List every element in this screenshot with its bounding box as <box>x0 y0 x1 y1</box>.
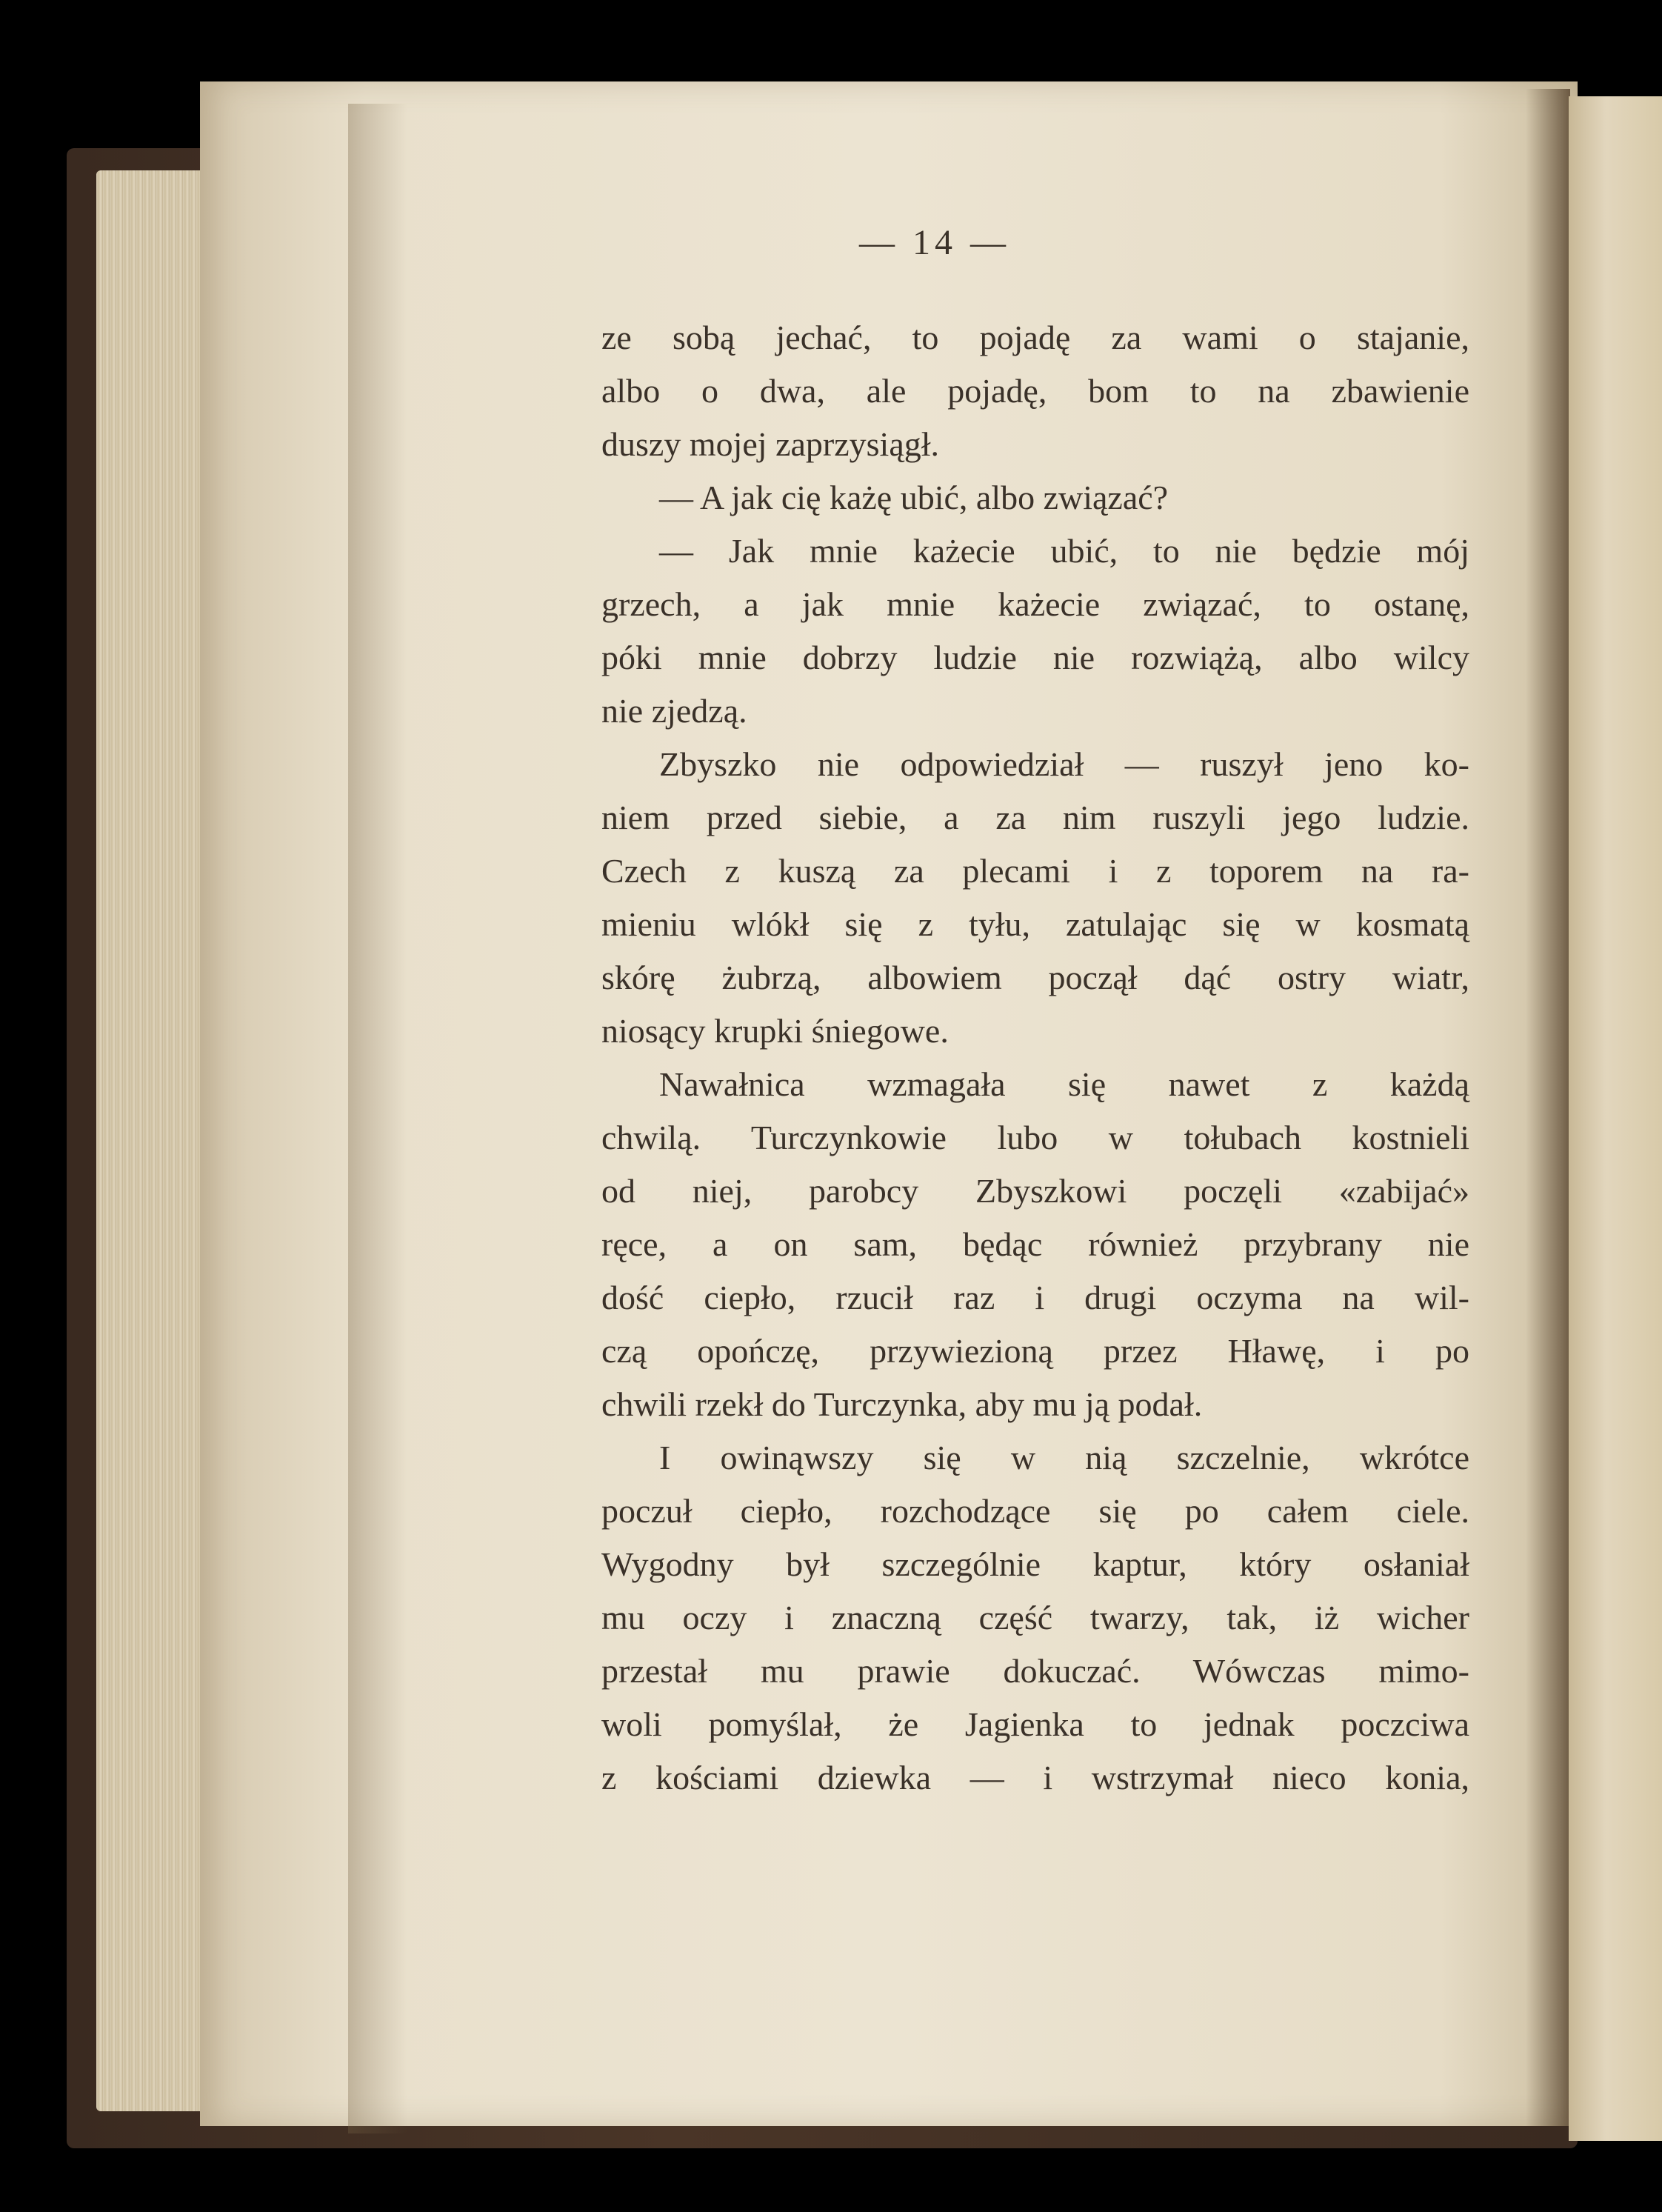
text-line: Czech z kuszą za plecami i z toporem na ra- <box>601 852 1469 890</box>
text-line: skórę żubrzą, albowiem począł dąć ostry wiatr, <box>601 959 1469 996</box>
text-line: duszy mojej zaprzysiągł. <box>601 425 940 463</box>
text-line: — A jak cię każę ubić, albo związać? <box>659 479 1169 516</box>
text-line: ręce, a on sam, będąc również przybrany nie <box>601 1225 1469 1263</box>
page-number-text: — 14 — <box>859 223 1010 262</box>
text-line: poczuł ciepło, rozchodzące się po całem ciele. <box>601 1492 1469 1530</box>
page-edge-shadow <box>348 104 407 2133</box>
text-line: nie zjedzą. <box>601 692 747 730</box>
body-text <box>601 311 1469 1805</box>
book-gutter <box>1526 89 1570 2126</box>
text-line: chwili rzekł do Turczynka, aby mu ją podał. <box>601 1385 1203 1423</box>
text-line: Nawałnica wzmagała się nawet z każdą <box>659 1065 1469 1103</box>
text-line: albo o dwa, ale pojadę, bom to na zbawienie <box>601 372 1469 410</box>
text-line: niosący krupki śniegowe. <box>601 1012 949 1050</box>
text-line: mieniu wlókł się z tyłu, zatulając się w kosmatą <box>601 905 1469 943</box>
text-line: Zbyszko nie odpowiedział — ruszył jeno ko- <box>659 745 1469 783</box>
text-line: dość ciepło, rzucił raz i drugi oczyma na wil- <box>601 1279 1469 1316</box>
text-line: mu oczy i znaczną część twarzy, tak, iż wicher <box>601 1599 1469 1636</box>
text-line: od niej, parobcy Zbyszkowi poczęli «zabijać» <box>601 1172 1469 1210</box>
text-line: póki mnie dobrzy ludzie nie rozwiążą, albo wilcy <box>601 639 1469 676</box>
text-line: niem przed siebie, a za nim ruszyli jego ludzie. <box>601 799 1469 836</box>
text-line: chwilą. Turczynkowie lubo w tołubach kostnieli <box>601 1119 1469 1156</box>
text-line: woli pomyślał, że Jagienka to jednak poczciwa <box>601 1705 1469 1743</box>
text-line: z kościami dziewka — i wstrzymał nieco konia, <box>601 1759 1469 1796</box>
facing-page-sliver <box>1569 96 1662 2141</box>
text-line: grzech, a jak mnie każecie związać, to ostanę, <box>601 585 1469 623</box>
text-line: przestał mu prawie dokuczać. Wówczas mimo- <box>601 1652 1469 1690</box>
page-number <box>104 222 1662 263</box>
text-line: czą opończę, przywiezioną przez Hławę, i po <box>601 1332 1469 1370</box>
text-line: I owinąwszy się w nią szczelnie, wkrótce <box>659 1439 1469 1476</box>
text-line: ze sobą jechać, to pojadę za wami o stajanie, <box>601 319 1469 356</box>
text-line: Wygodny był szczególnie kaptur, który osłaniał <box>601 1545 1469 1583</box>
text-line: — Jak mnie każecie ubić, to nie będzie mój <box>659 532 1469 570</box>
